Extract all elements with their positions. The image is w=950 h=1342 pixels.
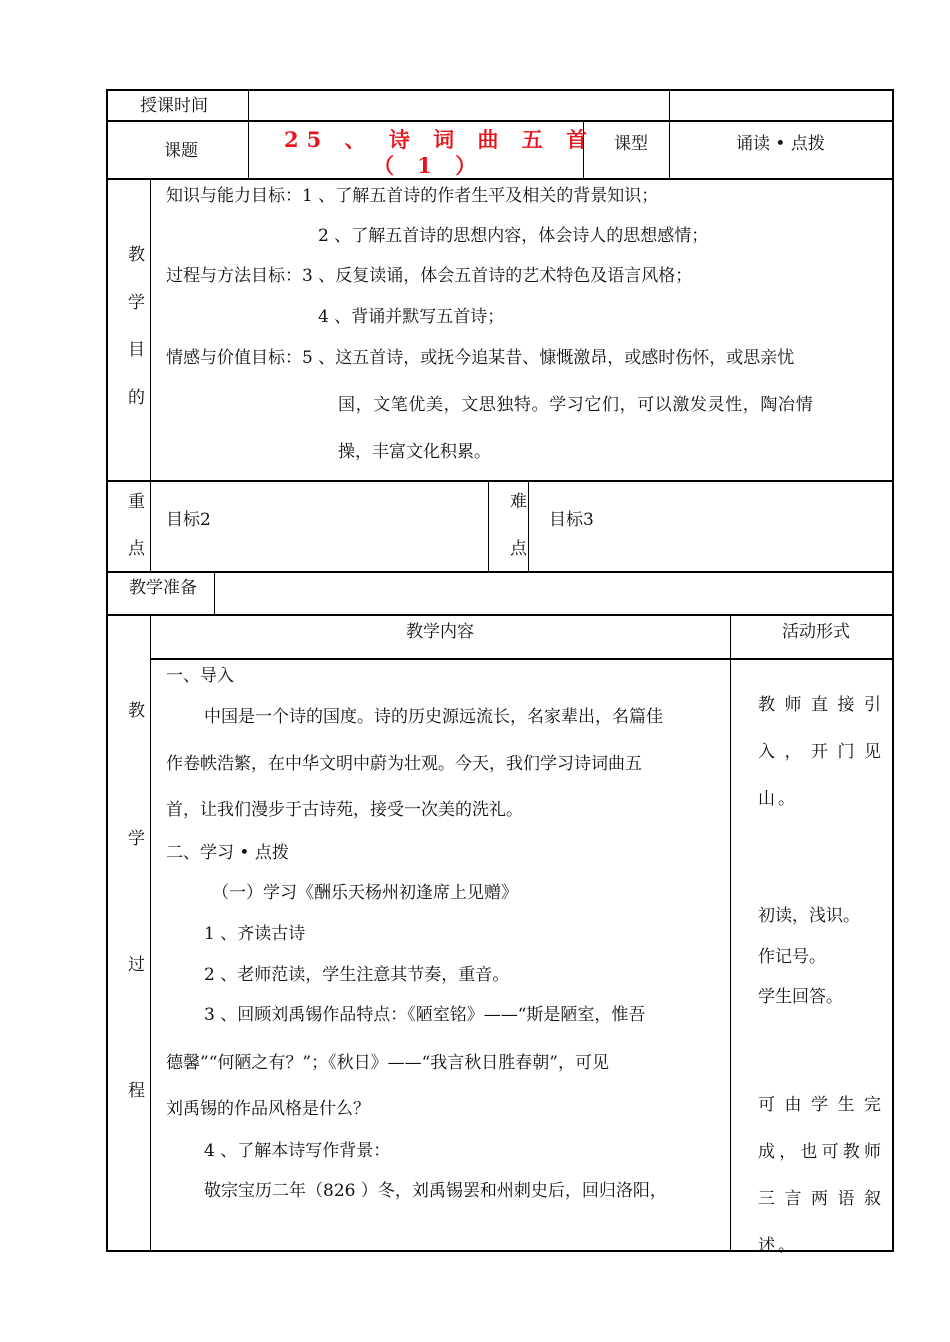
activity-note: 初读，浅识。 (758, 906, 860, 926)
topic-label: 课题 (164, 141, 198, 161)
content-line: 刘禹锡的作品风格是什么？ (166, 1099, 370, 1119)
intro-heading: 一、导入 (166, 666, 234, 686)
objective-line: 知识与能力目标：1 、了解五首诗的作者生平及相关的背景知识； (166, 186, 659, 206)
objective-line: 4 、背诵并默写五首诗； (318, 307, 505, 327)
content-line: 中国是一个诗的国度。诗的历史源远流长，名家辈出，名篇佳 (204, 707, 663, 727)
activity-note: 作记号。 (758, 947, 826, 967)
activity-note: 教师直接引入，开门见山。 (758, 695, 884, 809)
study-heading: 二、学习 • 点拨 (166, 843, 289, 863)
type-label: 课型 (614, 134, 648, 154)
preparation-label: 教学准备 (129, 578, 197, 598)
lesson-title: 25 、 诗 词 曲 五 首 (284, 127, 596, 152)
type-value: 诵读 • 点拨 (736, 134, 825, 154)
activity-note: 学生回答。 (758, 987, 843, 1007)
poem-heading: （一）学习《酬乐天杨州初逢席上见赠》 (212, 883, 518, 903)
objective-line: 过程与方法目标：3 、反复读诵，体会五首诗的艺术特色及语言风格； (166, 266, 693, 286)
activity-header: 活动形式 (782, 622, 850, 642)
objective-line: 2 、了解五首诗的思想内容，体会诗人的思想感情； (318, 226, 709, 246)
objective-line: 国，文笔优美，文思独特。学习它们，可以激发灵性，陶冶情 (338, 395, 814, 415)
lesson-title-part: （ 1 ） (373, 153, 485, 178)
activity-note: 可由学生完成，也可教师三言两语叙述。 (758, 1095, 884, 1256)
time-label: 授课时间 (140, 96, 208, 116)
difficult-point-value: 目标3 (549, 510, 594, 530)
objective-line: 操，丰富文化积累。 (338, 442, 491, 462)
content-line: 4 、了解本诗写作背景： (204, 1141, 391, 1161)
content-line: 敬宗宝历二年（826 ）冬，刘禹锡罢和州刺史后，回归洛阳， (204, 1181, 667, 1201)
content-header: 教学内容 (406, 622, 474, 642)
objective-line: 情感与价值目标：5 、这五首诗，或抚今追某昔、慷慨激昂，或感时伤怀，或思亲忧 (166, 348, 795, 368)
content-line: 作卷帙浩繁，在中华文明中蔚为壮观。今天，我们学习诗词曲五 (166, 754, 642, 774)
key-point-value: 目标2 (166, 510, 211, 530)
content-line: 2 、老师范读，学生注意其节奏，重音。 (204, 965, 510, 985)
content-line: 首，让我们漫步于古诗苑，接受一次美的洗礼。 (166, 800, 523, 820)
content-line: 德馨”“何陋之有？”；《秋日》——“我言秋日胜春朝”，可见 (166, 1053, 609, 1073)
content-line: 1 、齐读古诗 (204, 924, 306, 944)
content-line: 3 、回顾刘禹锡作品特点：《陋室铭》——“斯是陋室，惟吾 (204, 1005, 646, 1025)
